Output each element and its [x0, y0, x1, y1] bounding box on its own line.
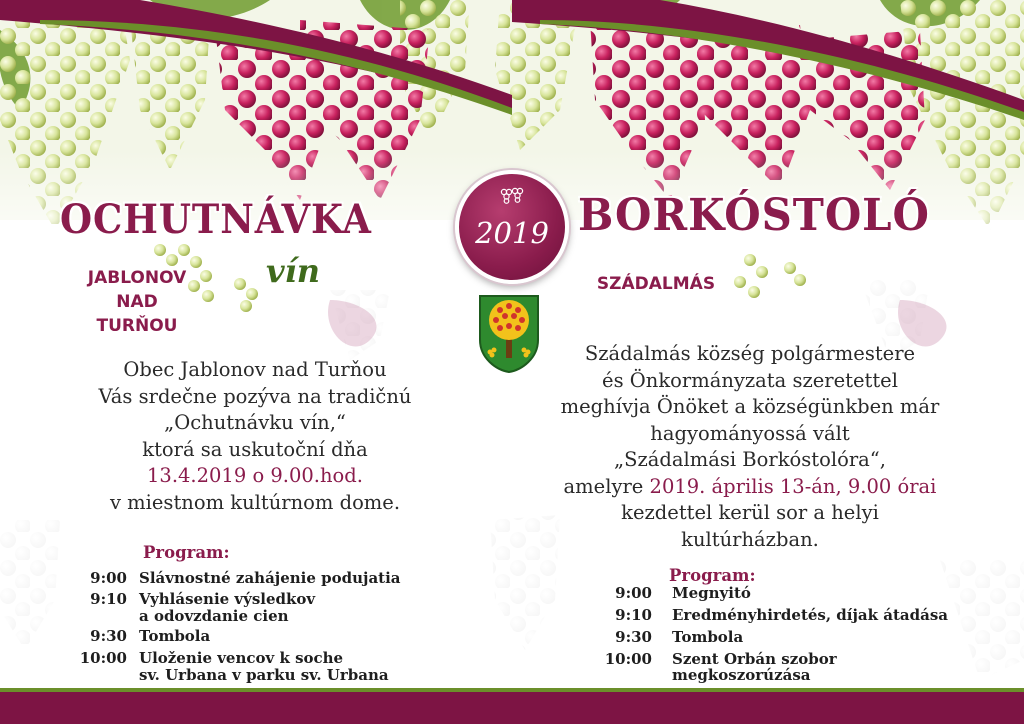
program-time: 9:10 — [615, 606, 652, 624]
right-title: BORKÓSTOLÓ — [578, 190, 930, 241]
left-program-list — [77, 570, 437, 685]
program-item: Eredményhirdetés, díjak átadása — [672, 606, 948, 624]
program-item-continued: a odovzdanie cien — [139, 607, 289, 625]
program-time: 9:10 — [90, 590, 127, 608]
left-event-date: 13.4.2019 o 9.00.hod. — [147, 464, 363, 487]
program-time: 9:00 — [90, 569, 127, 587]
left-invitation-line: „Ochutnávku vín,“ — [164, 411, 346, 434]
right-program-title: Program: — [669, 566, 756, 585]
left-place-line: TURŇOU — [96, 316, 178, 336]
right-invitation-line: meghívja Önöket a községünkben már — [560, 395, 940, 418]
right-invitation-text: amelyre — [563, 474, 644, 498]
left-place-line: JABLONOV — [87, 268, 187, 288]
program-item: Szent Orbán szobor — [672, 650, 837, 668]
right-invitation-line: kezdettel kerül sor a helyi — [621, 501, 879, 524]
left-invitation-line: Obec Jablonov nad Turňou — [123, 358, 387, 381]
program-item-continued: sv. Urbana v parku sv. Urbana — [139, 666, 389, 684]
program-item-continued: megkoszorúzása — [672, 666, 811, 684]
right-invitation-line: és Önkormányzata szeretettel — [602, 368, 898, 392]
program-item: Megnyitó — [672, 584, 751, 602]
grape-icon — [499, 186, 525, 208]
left-place-line: NAD — [116, 292, 158, 312]
left-program-title: Program: — [143, 543, 230, 562]
left-title: OCHUTNÁVKA — [60, 196, 372, 243]
program-time: 9:00 — [615, 584, 652, 602]
right-invitation-line: Szádalmás község polgármestere — [584, 342, 916, 365]
program-item: Tombola — [139, 627, 211, 645]
left-invitation-line: ktorá sa uskutoční dňa — [142, 437, 368, 461]
footer-bar — [0, 692, 1024, 724]
right-invitation — [505, 341, 995, 553]
program-time: 9:30 — [615, 628, 652, 646]
program-item: Slávnostné zahájenie podujatia — [139, 569, 401, 587]
program-time: 10:00 — [604, 650, 652, 668]
program-item: Uloženie vencov k soche — [139, 649, 344, 667]
left-invitation — [40, 357, 470, 516]
right-invitation-line — [505, 474, 995, 501]
right-program-list — [602, 585, 972, 685]
right-place: SZÁDALMÁS — [596, 274, 716, 294]
program-time: 9:30 — [90, 627, 127, 645]
program-item: Vyhlásenie výsledkov — [139, 590, 316, 608]
year-label: 2019 — [475, 216, 549, 250]
program-item: Tombola — [672, 628, 744, 646]
right-invitation-line: hagyományossá vált — [650, 421, 850, 445]
left-subtitle: vín — [266, 252, 321, 290]
left-invitation-line: v miestnom kultúrnom dome. — [109, 490, 401, 514]
year-badge — [455, 170, 569, 284]
program-time: 10:00 — [79, 649, 127, 667]
left-place — [62, 266, 212, 338]
right-invitation-line: „Szádalmási Borkóstolóra“, — [614, 448, 886, 471]
left-invitation-line: Vás srdečne pozýva na tradičnú — [98, 384, 412, 408]
right-invitation-line: kultúrházban. — [681, 527, 819, 551]
right-event-date: 2019. április 13-án, 9.00 órai — [649, 474, 937, 498]
